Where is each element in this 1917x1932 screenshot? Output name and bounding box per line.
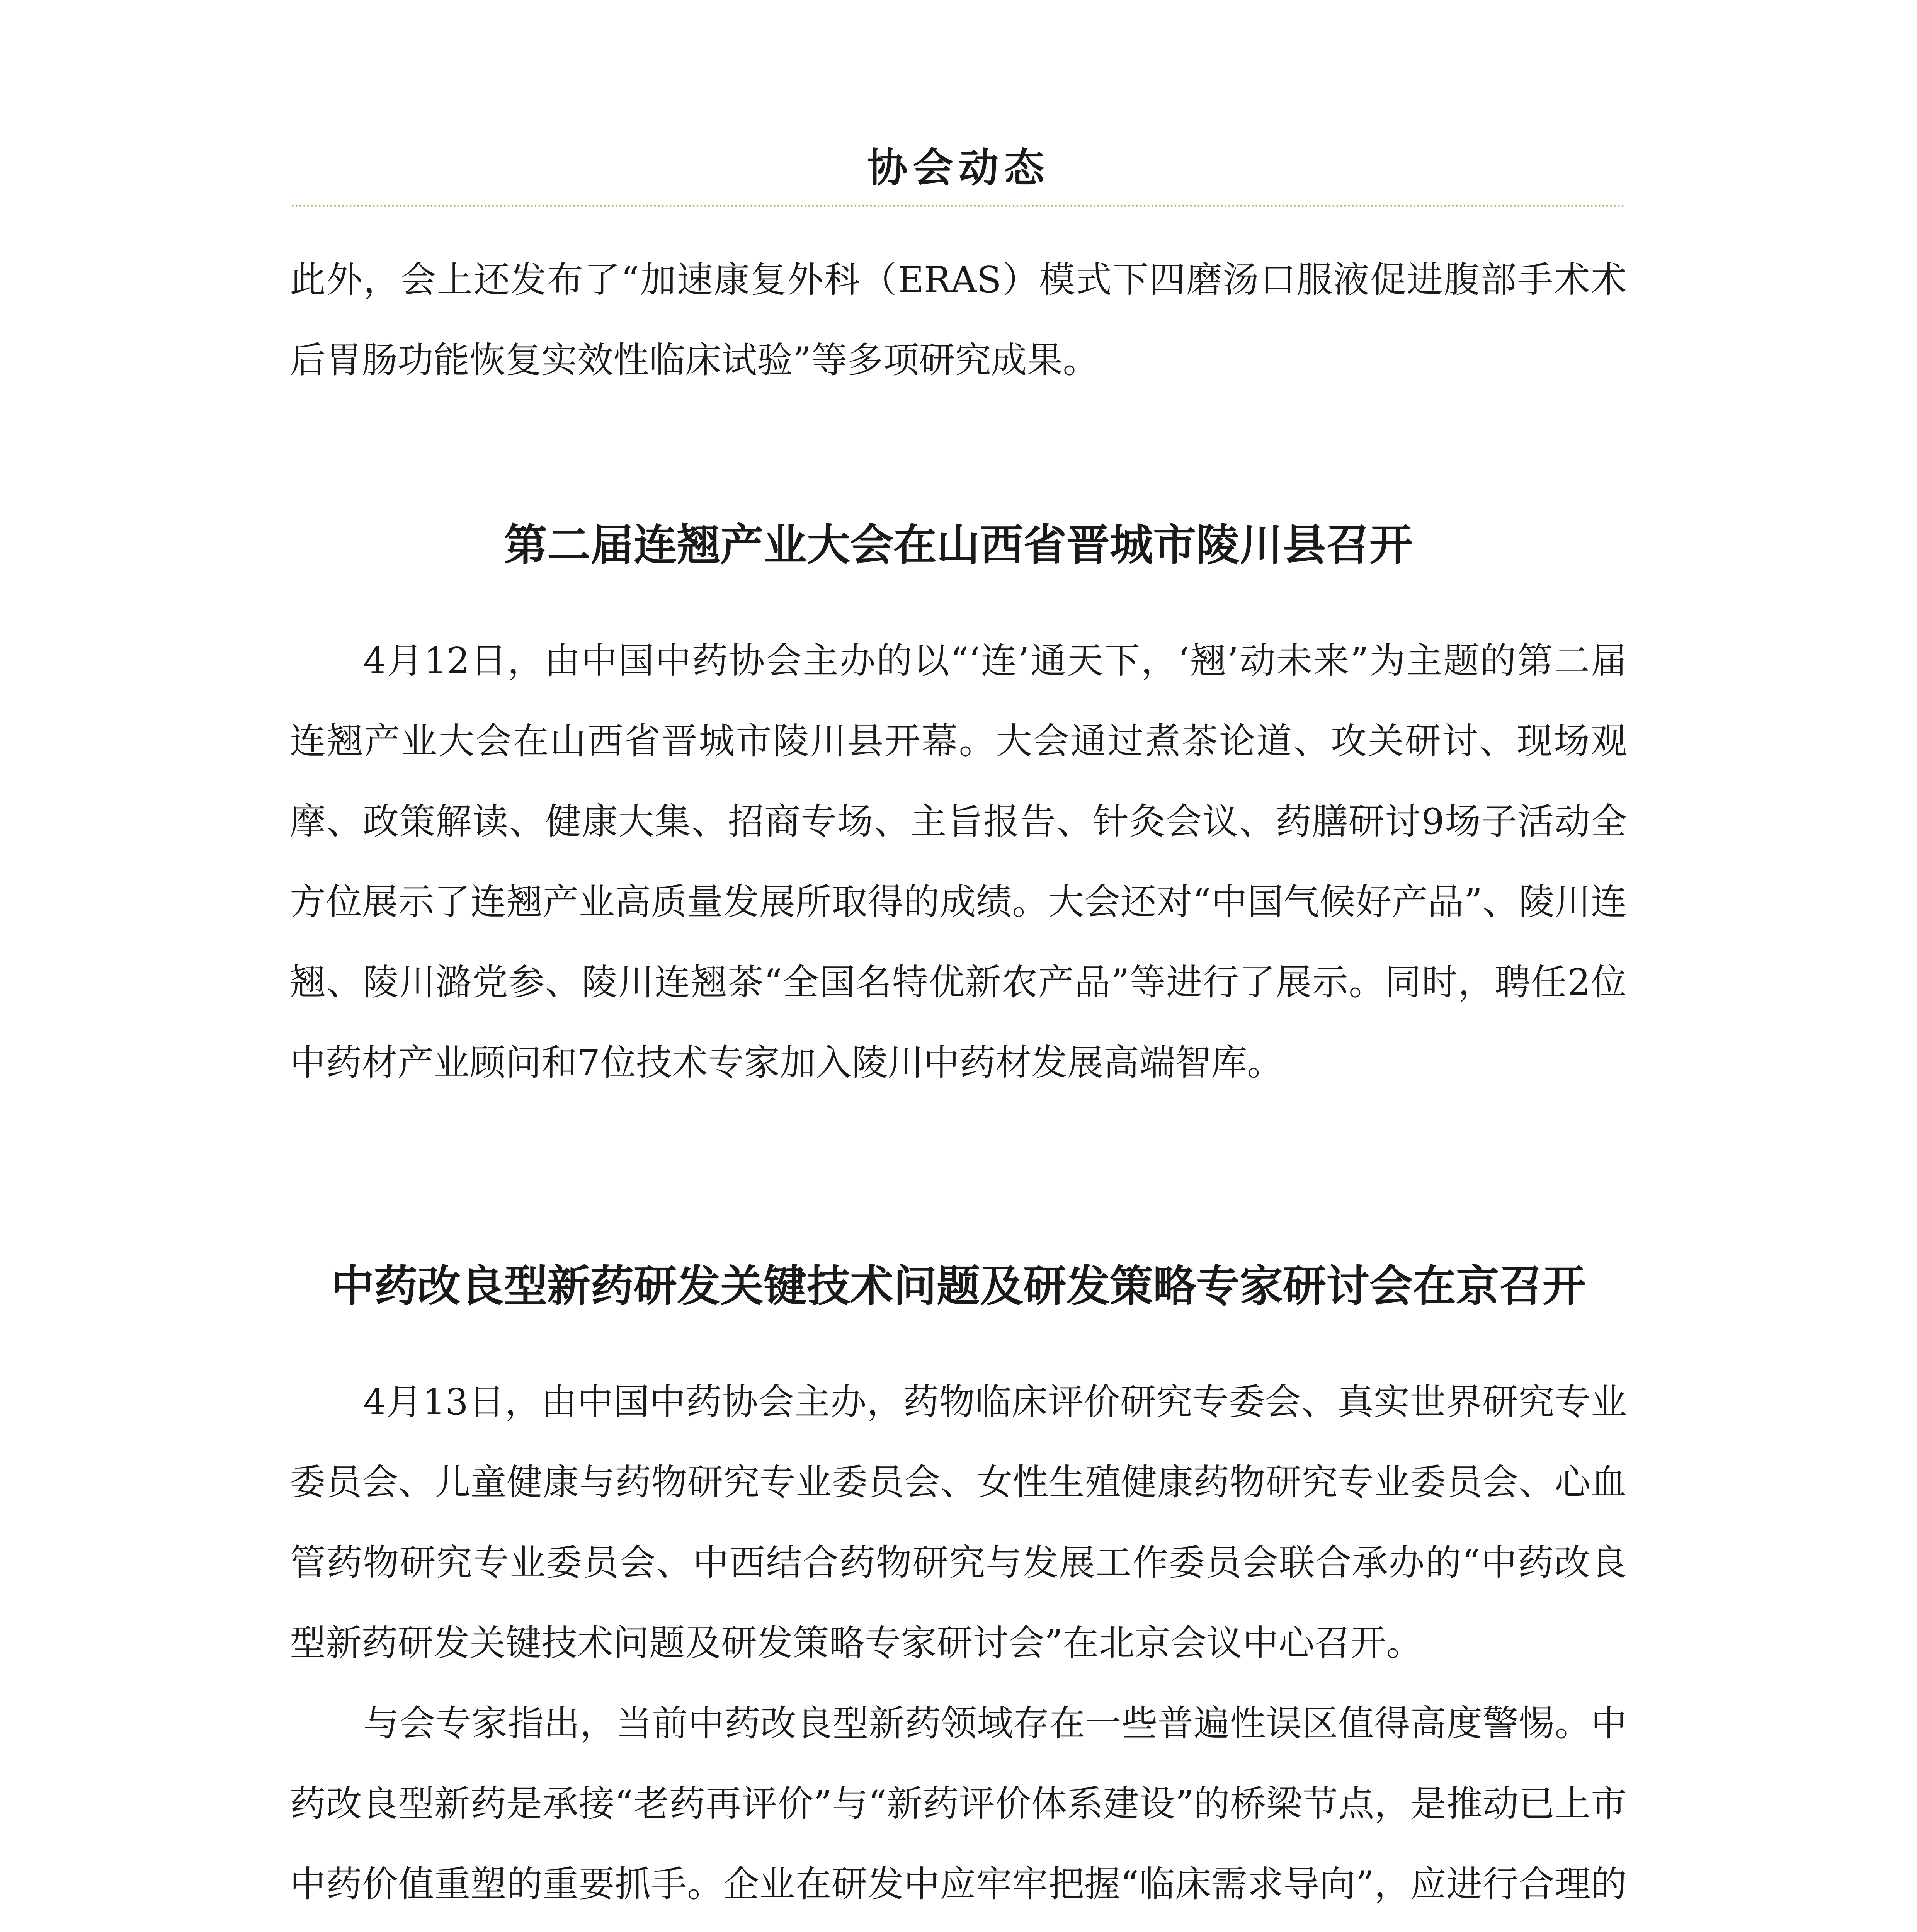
section-header-title: 协会动态	[867, 144, 1050, 191]
article-2-paragraph-1: 4月13日，由中国中药协会主办，药物临床评价研究专委会、真实世界研究专业委员会、儿童健康与药物研究专业委员会、女性生殖健康药物研究专业委员会、心血管药物研究专业委员会、中西结合药物研究与发展工作委员会联合承办的“中药改良型新药研发关键技术问题及研发策略专家研讨会”在北京会议中心召开。	[290, 1381, 1627, 1664]
article-1-paragraph: 4月12日，由中国中药协会主办的以“‘连’通天下，‘翘’动未来”为主题的第二届连翘产业大会在山西省晋城市陵川县开幕。大会通过煮茶论道、攻关研讨、现场观摩、政策解读、健康大集、招商专场、主旨报告、针灸会议、药膳研讨9场子活动全方位展示了连翘产业高质量发展所取得的成绩。大会还对“中国气候好产品”、陵川连翘、陵川潞党参、陵川连翘茶“全国名特优新农产品”等进行了展示。同时，聘任2位中药材产业顾问和7位技术专家加入陵川中药材发展高端智库。	[290, 640, 1627, 1083]
header-divider	[292, 205, 1625, 207]
article-2-title: 中药改良型新药研发关键技术问题及研发策略专家研讨会在京召开	[331, 1261, 1586, 1311]
page-content	[290, 240, 1627, 1932]
article-2-paragraph-2: 与会专家指出，当前中药改良型新药领域存在一些普遍性误区值得高度警惕。中药改良型新药是承接“老药再评价”与“新药评价体系建设”的桥梁节点，是推动已上市中药价值重塑的重要抓手。企业在研发中应牢牢把握“临床需求导向”，应进行合理的	[290, 1702, 1627, 1905]
article-1-title: 第二届连翘产业大会在山西省晋城市陵川县召开	[504, 520, 1413, 570]
intro-paragraph: 此外，会上还发布了“加速康复外科（ERAS）模式下四磨汤口服液促进腹部手术术后胃肠功能恢复实效性临床试验”等多项研究成果。	[290, 259, 1627, 381]
